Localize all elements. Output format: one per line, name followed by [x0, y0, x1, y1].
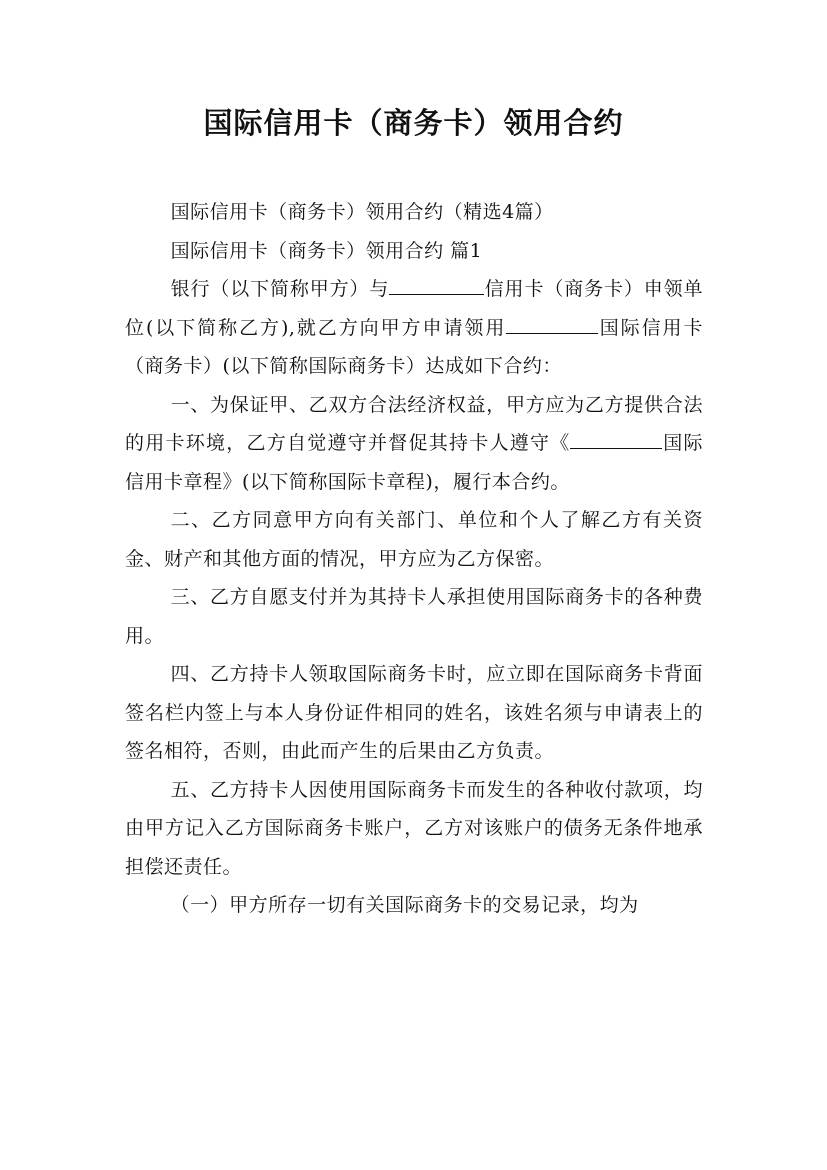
intro-line: 国际信用卡（商务卡）领用合约（精选4篇）	[170, 201, 554, 223]
paragraph-5: 五、乙方持卡人因使用国际商务卡而发生的各种收付款项，均由甲方记入乙方国际商务卡账户，乙方对该账户的债务无条件地承担偿还责任。	[125, 778, 703, 878]
document-title: 国际信用卡（商务卡）领用合约	[203, 106, 624, 140]
blank-line	[389, 274, 484, 295]
paragraph-4: 四、乙方持卡人领取国际商务卡时，应立即在国际商务卡背面签名栏内签上与本人身份证件相同的姓名，该姓名须与申请表上的签名相符，否则，由此而产生的后果由乙方负责。	[125, 663, 703, 762]
paragraph-1	[125, 386, 703, 502]
p1-text-b: 国际信用卡章程》(以下简称国际卡章程)，履行本合约。	[125, 432, 703, 493]
p1-text-a: 一、为保证甲、乙双方合法经济权益，甲方应为乙方提供合法的用卡环境，乙方自觉遵守并督促其持卡人遵守《	[125, 393, 703, 454]
document-body	[125, 193, 703, 925]
paragraph-3: 三、乙方自愿支付并为其持卡人承担使用国际商务卡的各种费用。	[125, 586, 703, 647]
blank-line	[506, 313, 598, 334]
parties-text-c: 国际信用卡（商务卡）(以下简称国际商务卡）达成如下合约：	[125, 316, 703, 377]
section-heading: 国际信用卡（商务卡）领用合约 篇1	[170, 239, 483, 262]
paragraph-6: （一）甲方所存一切有关国际商务卡的交易记录，均为	[170, 894, 639, 916]
blank-line	[570, 428, 662, 449]
paragraph-parties	[125, 270, 703, 386]
paragraph-2: 二、乙方同意甲方向有关部门、单位和个人了解乙方有关资金、财产和其他方面的情况，甲方应为乙方保密。	[125, 509, 703, 570]
parties-text-b: 信用卡（商务卡）申领单位(以下简称乙方),就乙方向甲方申请领用	[125, 278, 703, 339]
parties-text-a: 银行（以下简称甲方）与	[170, 278, 390, 300]
